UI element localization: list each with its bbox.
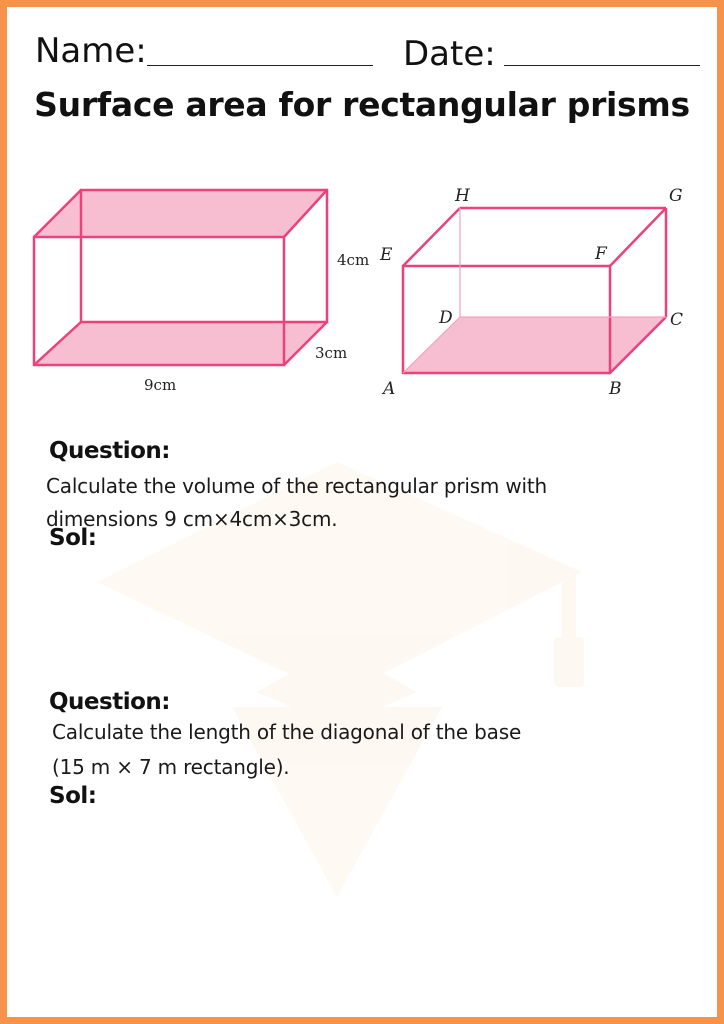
depth-label: 3cm [315, 344, 348, 362]
prism-left [34, 190, 369, 394]
question-2-line-1: Calculate the length of the diagonal of the base [52, 720, 522, 744]
vertex-e-label: E [380, 245, 393, 265]
vertex-d-label: D [439, 308, 453, 328]
question-1-sol-label: Sol: [49, 525, 97, 551]
question-1-line-2: dimensions 9 cm×4cm×3cm. [46, 507, 338, 531]
page-title: Surface area for rectangular prisms [34, 85, 690, 124]
question-2-heading: Question: [49, 689, 170, 715]
prism-right [379, 186, 683, 399]
length-label: 9cm [144, 376, 177, 394]
vertex-b-label: B [609, 379, 622, 399]
question-1-line-1: Calculate the volume of the rectangular prism with [46, 474, 547, 498]
vertex-a-label: A [383, 379, 396, 399]
height-label: 4cm [337, 251, 370, 269]
date-label: Date: [403, 34, 496, 74]
vertex-h-label: H [455, 186, 470, 206]
name-label: Name: [35, 31, 147, 71]
vertex-f-label: F [595, 244, 607, 264]
question-2-sol-label: Sol: [49, 783, 97, 809]
prism-figures [7, 7, 717, 427]
vertex-g-label: G [669, 186, 683, 206]
vertex-c-label: C [670, 310, 684, 330]
question-2-line-2: (15 m × 7 m rectangle). [52, 755, 290, 779]
question-1-heading: Question: [49, 438, 170, 464]
